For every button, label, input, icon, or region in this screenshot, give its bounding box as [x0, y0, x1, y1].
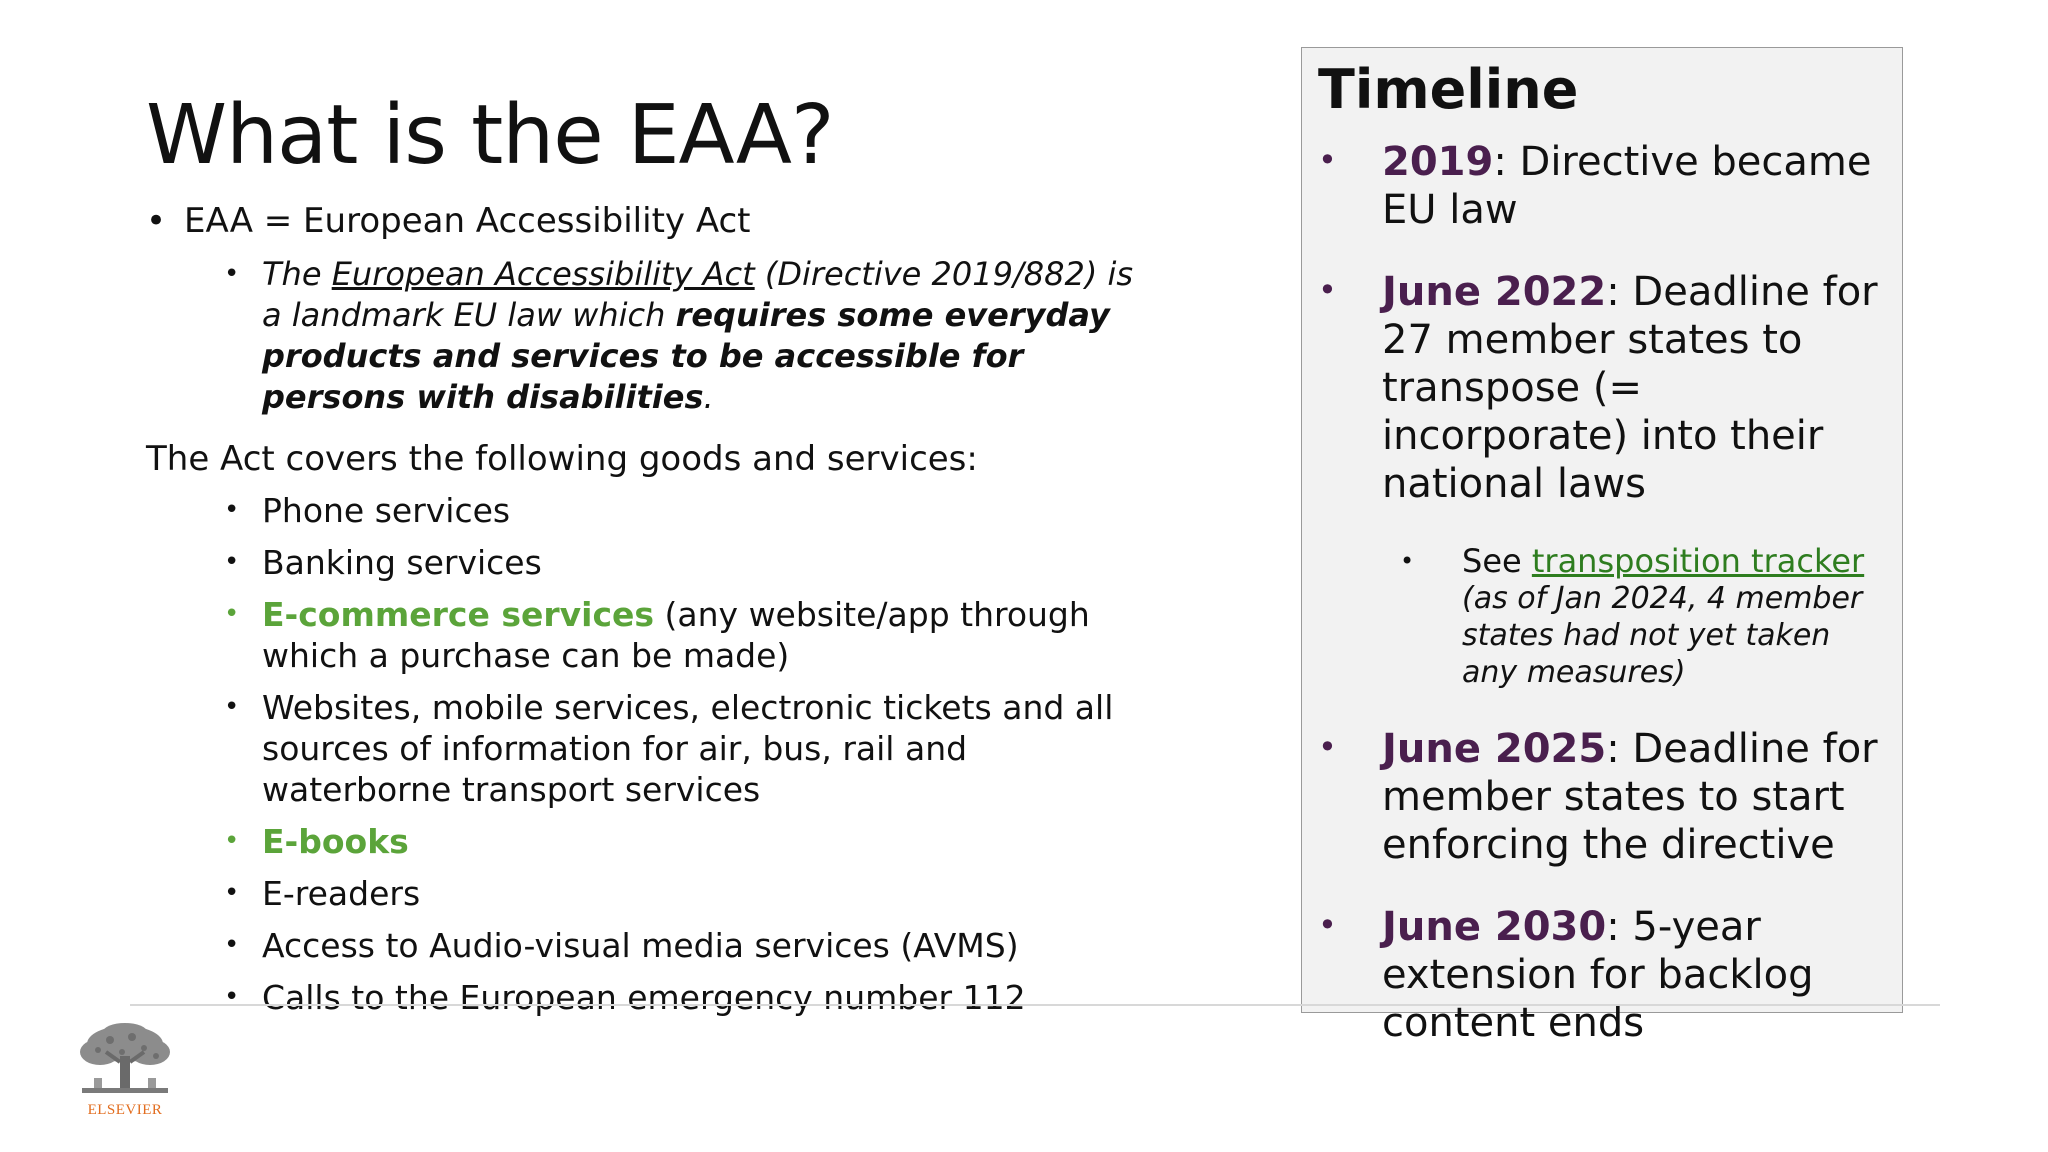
service-detail: (any website/app through which a purchase can be made)	[262, 595, 1090, 675]
timeline-item	[1302, 138, 1902, 234]
timeline-text: : Deadline for 27 member states to transpose (= incorporate) into their national laws	[1382, 269, 1878, 507]
service-highlight: E-commerce services	[262, 595, 655, 634]
definition-end: .	[703, 378, 714, 416]
main-content	[146, 200, 1156, 1029]
covers-intro: The Act covers the following goods and services:	[146, 439, 978, 479]
service-highlight: E-books	[262, 822, 409, 861]
service-item: • Banking services	[146, 542, 1156, 583]
timeline-panel	[1301, 47, 1903, 1046]
timeline-text: : 5-year extension for backlog content ends	[1382, 904, 1814, 1046]
timeline-subitem	[1360, 542, 1884, 691]
timeline-year: June 2025	[1382, 726, 1607, 772]
timeline-list	[1302, 138, 1902, 1081]
timeline-item	[1302, 725, 1902, 869]
elsevier-wordmark: ELSEVIER	[87, 1102, 163, 1118]
definition-middle: (Directive 2019/882) is a landmark EU law which	[262, 255, 1134, 334]
slide-title: What is the EAA?	[146, 88, 834, 183]
service-item: • Calls to the European emergency number 112	[146, 977, 1156, 1018]
footer-divider	[130, 1004, 1940, 1006]
elsevier-logo	[70, 1022, 180, 1132]
timeline-text: : Deadline for member states to start enforcing the directive	[1382, 726, 1878, 868]
service-item	[146, 821, 1156, 862]
timeline-item	[1302, 903, 1902, 1047]
timeline-heading: Timeline	[1318, 58, 1579, 121]
tree-emblem-icon	[70, 1022, 180, 1102]
timeline-text: : Directive became EU law	[1382, 139, 1872, 233]
timeline-year: June 2030	[1382, 904, 1607, 950]
timeline-item	[1302, 268, 1902, 691]
eaa-link[interactable]: European Accessibility Act	[331, 255, 755, 293]
service-item: • E-readers	[146, 873, 1156, 914]
tracker-note: (as of Jan 2024, 4 member states had not yet taken any measures)	[1462, 581, 1863, 690]
service-item	[146, 594, 1156, 676]
see-prefix: See	[1462, 542, 1532, 580]
intro-bullet: • EAA = European Accessibility Act	[146, 200, 1156, 242]
service-item: • Access to Audio-visual media services (AVMS)	[146, 925, 1156, 966]
service-item: • Websites, mobile services, electronic tickets and all sources of information for air, bus, rail and waterborne transport services	[146, 687, 1156, 810]
services-list	[146, 490, 1156, 1018]
eaa-definition	[146, 254, 1156, 418]
service-item: • Phone services	[146, 490, 1156, 531]
timeline-year: June 2022	[1382, 269, 1607, 315]
timeline-year: 2019	[1382, 139, 1494, 185]
timeline-sublist	[1382, 542, 1884, 691]
transposition-tracker-link[interactable]: transposition tracker	[1531, 542, 1865, 580]
definition-prefix: The	[262, 255, 332, 293]
definition-bold: requires some everyday products and services to be accessible for persons with disabilities	[262, 296, 1110, 416]
